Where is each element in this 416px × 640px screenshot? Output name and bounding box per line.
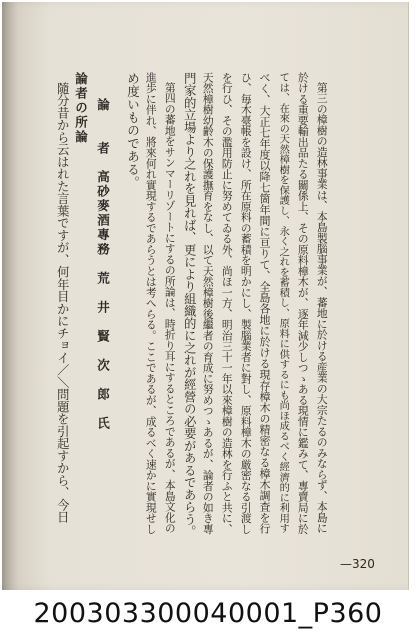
text-column-8: 門家的立場より之れを見れば、更により組織的に之れが經營の必要があるであらう。	[182, 72, 197, 538]
document-page	[2, 2, 409, 590]
text-column-6: を行ひ、その濫用防止に努めてゐる外、尚ほ一方、明治三十一年以來樟樹の造林を行ふと共に、	[220, 72, 234, 535]
text-column-1: 第三の樟樹の造林事業は、本島製腦事業が、蕃地に於ける産業の大宗たるのみならず、本島に	[315, 82, 329, 534]
text-column-2: 於ける重要輸出品たる關係上、その原料樟木が、逐年減少しつゝある現情に鑑みて、專賣局に於	[296, 72, 310, 535]
text-column-last: 隨分昔から云はれた言葉ですが、何年目かにチョイ／＼問題を引起すから、今日	[55, 82, 70, 523]
heading-ronsha: 論 者	[95, 98, 111, 156]
image-caption: 200303300040001_P360	[33, 598, 383, 629]
page-number: —320	[340, 557, 375, 571]
author-line: 高砂麥酒專務 荒 井 賢 次 郎 氏	[95, 170, 111, 431]
text-column-11: め度いものである。	[125, 72, 141, 189]
text-column-10: 進歩に伴れ、將來何れ實現するであらうとは考へらる。ここであるが、成るべく速かに實現せし	[144, 72, 158, 535]
text-column-3: ては、在來の天然樟樹を保護し、永く之れを蓄積し、原料に供するにも尚ほ成るべく經濟的に利用す	[277, 72, 290, 534]
text-column-9: 第四の蕃地をサンマーリゾートにするの所論は、時折り耳にするところであるが、本島文化の	[163, 82, 177, 534]
text-column-7: 天然樟樹幼齢木の保護撫育をなし、以て天然樟樹後繼者の育成に努めつゝあるが、論者の如き專	[201, 72, 215, 535]
text-column-5: ひ、毎木臺帳を設け、所在原料の蓄積を明かにし、製腦業者に對し、原料樟木の厳密なる引渡し	[239, 72, 253, 535]
text-column-4: べく、大正七年度以降七箇年間に亘りて、全島各地に於ける現存樟木の精密なる樟木調査を行	[258, 72, 271, 534]
subheading-ronsha-no-shoron: 論者の所論	[73, 72, 89, 145]
